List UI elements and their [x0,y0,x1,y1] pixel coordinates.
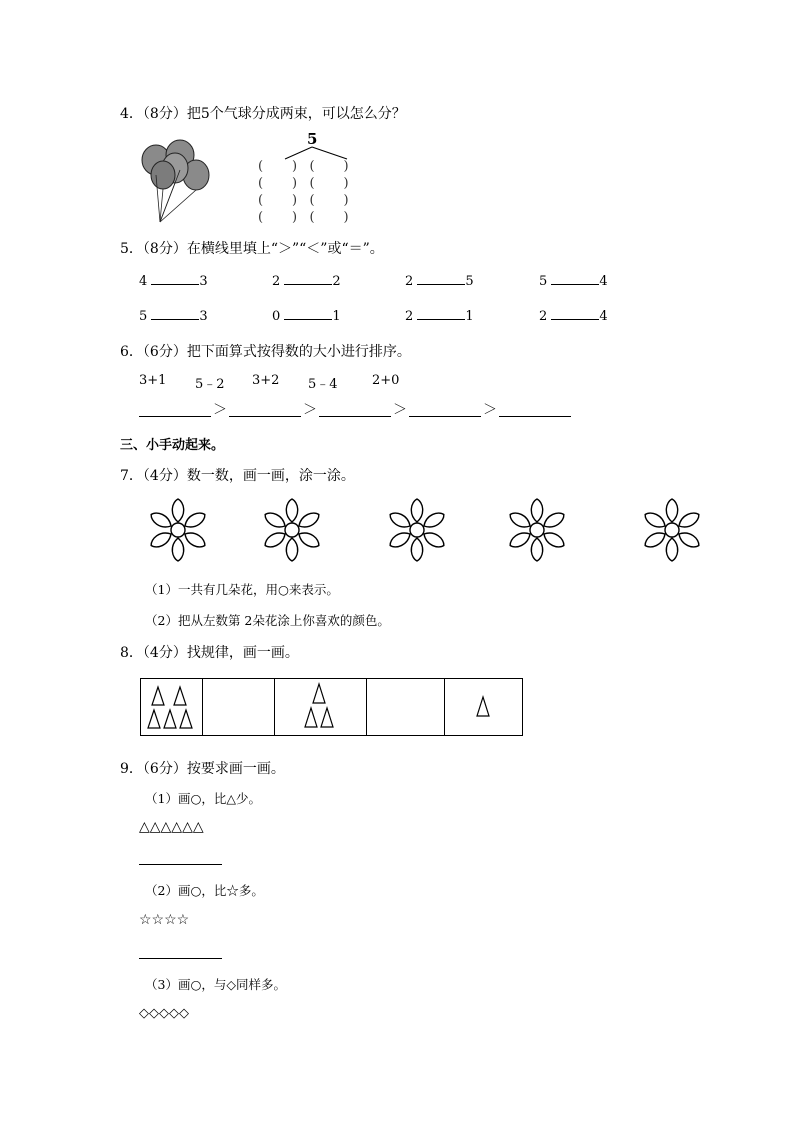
star-shapes: ☆☆☆☆ [139,912,190,928]
pattern-box-empty[interactable] [203,679,275,735]
q5-item: 4 3 [139,274,208,289]
pattern-box [275,679,367,735]
pattern-box [141,679,203,735]
q7-sub2: （2）把从左数第 2朵花涂上你喜欢的颜色。 [145,613,390,628]
q5-item: 2 1 [405,309,474,324]
q5-item: 2 2 [272,274,341,289]
q5-item: 2 4 [539,309,608,324]
greater-than-sign: ＞ [483,402,497,418]
expression: 3+1 [139,373,167,388]
greater-than-sign: ＞ [303,402,317,418]
q5-item: 0 1 [272,309,341,324]
section-title: 三、小手动起来。 [120,438,225,453]
flower-icon[interactable] [505,495,569,565]
q4-top-number: 5 [307,130,318,148]
q4-title: 4．（8分）把5个气球分成两束，可以怎么分？ [120,106,406,122]
q5-item: 2 5 [405,274,474,289]
q6-title: 6．（6分）把下面算式按得数的大小进行排序。 [120,344,411,360]
q5-item: 5 4 [539,274,608,289]
answer-blank[interactable] [229,415,301,417]
answer-blank[interactable] [139,415,211,417]
pattern-boxes [140,678,523,736]
expression: 3+2 [252,373,280,388]
ordering-blanks [139,403,571,417]
q8-title: 8．（4分）找规律，画一画。 [120,645,299,661]
answer-blank[interactable] [499,415,571,417]
q4-paren-grid: ( ) ( ) ( ) ( ) ( ) ( ) ( ) ( ) [258,159,349,225]
flower-icon[interactable] [146,495,210,565]
answer-blank[interactable] [551,272,599,285]
answer-blank[interactable] [409,415,481,417]
flower-icon[interactable] [260,495,324,565]
q9-sub1: （1）画○，比△少。 [145,791,261,806]
flower-icon[interactable] [385,495,449,565]
answer-blank[interactable] [151,307,199,320]
q5-title: 5．（8分）在横线里填上“＞”“＜”或“＝”。 [120,241,384,257]
answer-blank[interactable] [284,272,332,285]
triangle-shapes: △△△△△△ [139,819,204,835]
diamond-shapes: ◇◇◇◇◇ [139,1006,189,1021]
expression: 5﹣4 [308,377,338,392]
pattern-box-empty[interactable] [367,679,445,735]
greater-than-sign: ＞ [393,402,407,418]
flower-row [138,493,704,567]
answer-blank[interactable] [551,307,599,320]
q9-sub3: （3）画○，与◇同样多。 [145,977,286,992]
expression: 5﹣2 [195,377,225,392]
greater-than-sign: ＞ [213,402,227,418]
answer-blank[interactable] [417,307,465,320]
answer-blank[interactable] [417,272,465,285]
pattern-box [445,679,522,735]
q9-sub2: （2）画○，比☆多。 [145,883,264,898]
q9-title: 9．（6分）按要求画一画。 [120,761,285,777]
answer-blank[interactable] [319,415,391,417]
flower-icon[interactable] [640,495,704,565]
answer-line[interactable] [139,957,222,959]
answer-blank[interactable] [151,272,199,285]
q7-sub1: （1）一共有几朵花，用○来表示。 [145,582,339,597]
expression: 2+0 [372,373,400,388]
q5-item: 5 3 [139,309,208,324]
answer-blank[interactable] [284,307,332,320]
q7-title: 7．（4分）数一数，画一画，涂一涂。 [120,468,355,484]
answer-line[interactable] [139,863,222,865]
balloons-image [138,138,212,226]
